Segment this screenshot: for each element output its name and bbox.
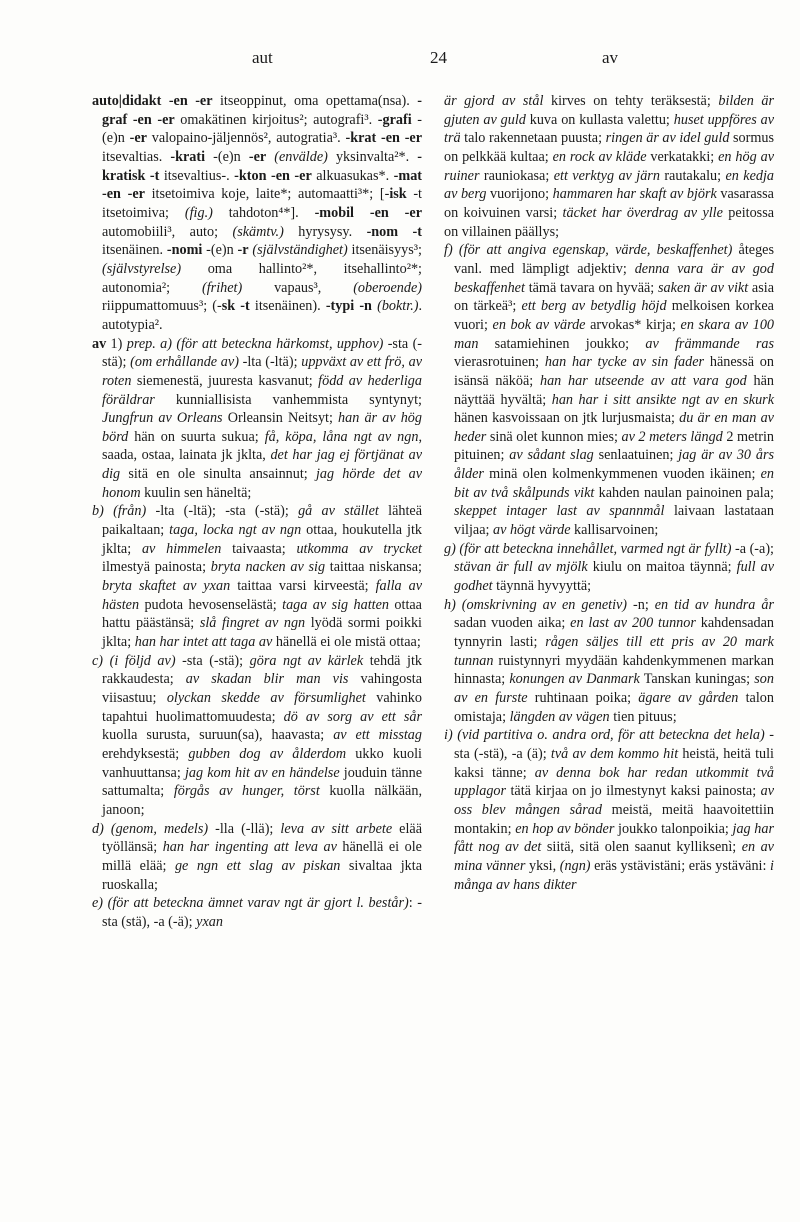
header-left-guideword: aut: [252, 48, 273, 67]
page-header: [92, 48, 772, 72]
sense-i: i) (vid partitiva o. andra ord, för att beteckna det hela) -sta (-stä), -a (ä); två av dem kommo hit heistä, heitä tuli kaksi tänne; av denna bok har redan utkommit två upplagor tätä kirjaa on jo ilmestynyt kaksi painosta; av oss blev mången sårad meistä, meitä haavoitettiin montakin; en hop av bönder joukko talonpoikia; jag har fått nog av det siitä, sitä olen saanut kylliksenì; en av mina vänner yksi, (ngn) eräs ystävistäni; eräs ystäväni: i många av hans dikter: [444, 727, 775, 893]
page-number: 24: [430, 48, 447, 67]
left-column: [92, 92, 422, 932]
sense-f: f) (för att angiva egenskap, värde, beskaffenhet) åteges vanl. med lämpligt adjektiv; denna vara är av god beskaffenhet tämä tavara on hyvää; saken är av vikt asia on tärkeä³; ett berg av betydlig höjd melkoisen korkea vuori; en bok av värde arvokas* kirja; en skara av 100 man satamiehinen joukko; av främmande ras vierasrotuinen; han har tycke av sin fader hänessä on isänsä näköä; han har utseende av att vara god hän näyttää hyvältä; han har i sitt ansikte ngt av en skurk hänen kasvoissaan on jtk lurjusmaista; du är en man av heder sinä olet kunnon mies; av 2 meters längd 2 metrin pituinen; av sådant slag senlaatuinen; jag är av 30 års ålder minä olen kolmenkymmenen vuoden ikäinen; en bit av två skålpunds vikt kahden naulan painoinen pala; skeppet intager last av spannmål laivaan lastataan viljaa; av högt värde kallisarvoinen;: [444, 242, 775, 539]
sense-d: d) (genom, medels) -lla (-llä); leva av sitt arbete elää työllänsä; han har ingenting att leva av hänellä ei ole millä elää; ge ngn ett slag av piskan sivaltaa jkta ruoskalla;: [92, 820, 422, 893]
sense-e: e) (för att beteckna ämnet varav ngt är gjort l. består): -sta (stä), -a (-ä); yxan: [92, 895, 423, 930]
sense-c: c) (i följd av) -sta (-stä); göra ngt av kärlek tehdä jtk rakkaudesta; av skadan blir man vis vahingosta viisastuu; olyckan skedde av försumlighet vahinko tapahtui huolimattomuudesta; dö av sorg av ett sår kuolla surusta, suruun(sa), haavasta; av ett misstag erehdyksestä; gubben dog av ålderdom ukko kuoli vanhuuttansa; jag kom hit av en händelse jouduin tänne sattumalta; förgås av hunger, törst kuolla nälkään, janoon;: [92, 652, 423, 818]
entry-auto: auto|didakt -en -er itseoppinut, oma opettama(nsa). -graf -en -er omakätinen kirjoitus²; autografi³. -grafi -(e)n -er valopaino-jäljennös², autogratia³. -krat -en -er itsevaltias. -krati -(e)n -er (envälde) yksinvalta²*. -kratisk -t itsevaltius-. -kton -en -er alkuasukas*. -mat -en -er itsetoimiva koje, laite*; automaatti³*; [-isk -t itsetoimiva; (fig.) tahdoton⁴*]. -mobil -en -er automobiili³, auto; (skämtv.) hyrysysy. -nom -t itsenäinen. -nomi -(e)n -r (självständighet) itsenäisyys³; (självstyrelse) oma hallinto²*, itsehallinto²*; autonomia²; (frihet) vapaus³, (oberoende) riippumattomuus³; (-sk -t itsenäinen). -typi -n (boktr.). autotypia².: [92, 93, 423, 333]
sense-e-continued: är gjord av stål kirves on tehty teräksestä; bilden är gjuten av guld kuva on kullasta valettu; huset uppföres av trä talo rakennetaan puusta; ringen är av idel guld sormus on pelkkää kultaa; en rock av kläde verkatakki; en hög av ruiner rauniokasa; ett verktyg av järn rautakalu; en kedja av berg vuorijono; hammaren har skaft av björk vasarassa on koivuinen varsi; täcket har överdrag av ylle peitossa on villainen päällys;: [444, 93, 775, 240]
entry-av: av 1) prep. a) (för att beteckna härkomst, upphov) -sta (-stä); (om erhållande av) -lta (-ltä); uppväxt av ett frö, av roten siemenestä, juuresta kasvanut; född av hederliga föräldrar kunniallisista vanhemmista syntynyt; Jungfrun av Orleans Orleansin Neitsyt; han är av hög börd hän on suurta sukua; få, köpa, låna ngt av ngn, saada, ostaa, lainata jk jklta, det har jag ej förtjänat av dig sitä en ole sinulta ansainnut; jag hörde det av honom kuulin sen häneltä;: [92, 335, 423, 501]
sense-b: b) (från) -lta (-ltä); -sta (-stä); gå av stället lähteä paikaltaan; taga, locka ngt av ngn ottaa, houkutella jtk jklta; av himmelen taivaasta; utkomma av trycket ilmestyä painosta; bryta nacken av sig taittaa niskansa; bryta skaftet av yxan taittaa varsi kirveestä; falla av hästen pudota hevosenselästä; taga av sig hatten ottaa hattu päästänsä; slå fingret av ngn lyödä sormi poikki jklta; han har intet att taga av hänellä ei ole mistä ottaa;: [92, 503, 423, 651]
header-right-guideword: av: [602, 48, 619, 67]
sense-h: h) (omskrivning av en genetiv) -n; en tid av hundra år sadan vuoden aika; en last av 200 tunnor kahdensadan tynnyrin lasti; rågen säljes till ett pris av 20 mark tunnan ruistynnyri myydään kahdenkymmenen markan hinnasta; konungen av Danmark Tanskan kuningas; son av en furste ruhtinaan poika; ägare av gården talon omistaja; längden av vägen tien pituus;: [444, 596, 775, 725]
right-column: [444, 92, 774, 894]
sense-g: g) (för att beteckna innehållet, varmed ngt är fyllt) -a (-a); stävan är full av mjölk kiulu on maitoa täynnä; full av godhet täynnä hyvyyttä;: [444, 540, 774, 595]
